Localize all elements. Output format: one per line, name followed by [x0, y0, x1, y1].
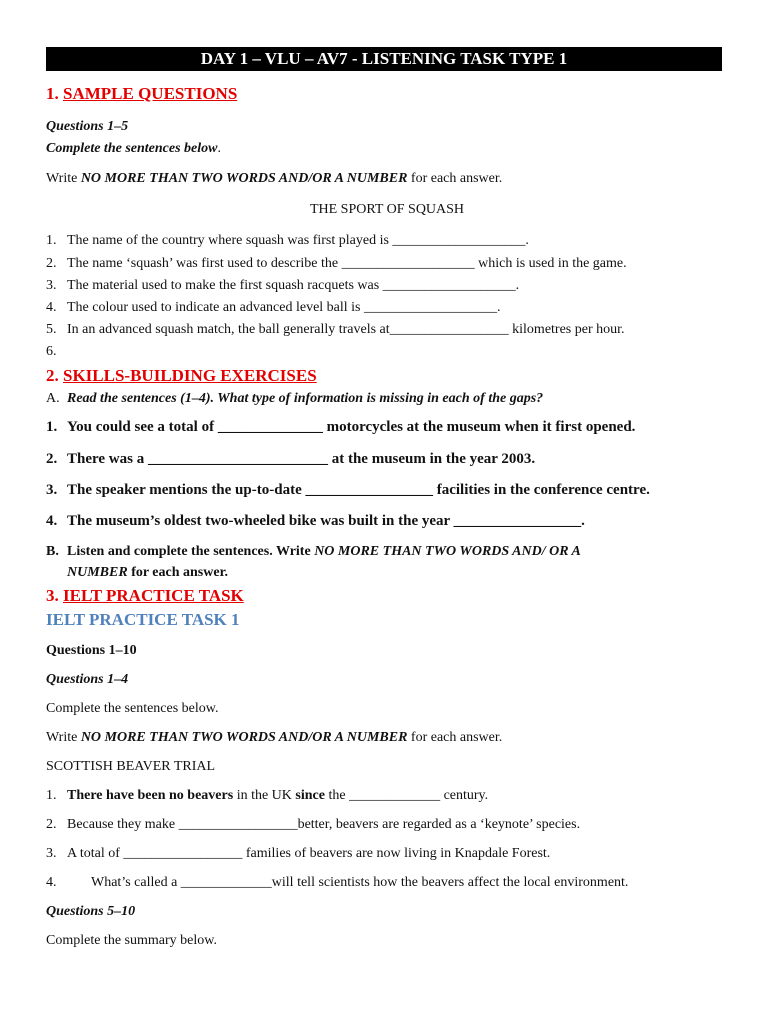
list-item: [46, 300, 728, 316]
section1-complete-dot: .: [217, 141, 221, 156]
list-item: [46, 788, 728, 804]
item-text: Because they make _________________better, beavers are regarded as a ‘keynote’ species.: [67, 817, 581, 832]
questions-range-1-4: Questions 1–4: [46, 672, 129, 687]
item-number: 3.: [46, 278, 57, 293]
write-suffix: for each answer.: [407, 171, 503, 186]
list-item: [46, 846, 728, 862]
item-text: A total of _________________ families of beavers are now living in Knapdale Forest.: [67, 846, 551, 861]
practice-task-heading: IELT PRACTICE TASK 1: [46, 610, 240, 629]
section1-questions-label: Questions 1–5: [46, 119, 129, 134]
section3-number: 3.: [46, 586, 59, 605]
section1-instruction: [46, 139, 728, 157]
item-text: You could see a total of ______________ motorcycles at the museum when it first opened.: [67, 419, 636, 435]
item-number: 1.: [46, 419, 58, 435]
section2-part-a: [46, 389, 728, 407]
item-number: 5.: [46, 322, 57, 337]
part-a-instruction: Read the sentences (1–4). What type of information is missing in each of the gaps?: [67, 391, 544, 406]
section3-subtitle: SCOTTISH BEAVER TRIAL: [46, 759, 216, 774]
item-number: 2.: [46, 256, 57, 271]
section1-write-instruction: [46, 171, 728, 187]
write-prefix: Write: [46, 171, 81, 186]
section3-write-instruction: [46, 730, 728, 746]
part-a-label: A.: [46, 391, 60, 406]
write-suffix: for each answer.: [407, 730, 503, 745]
item-number: 6.: [46, 344, 57, 359]
item-number: 4.: [46, 513, 58, 529]
part-b-text: Listen and complete the sentences. Write: [67, 544, 315, 559]
item-text: the _____________ century.: [324, 788, 489, 803]
list-item: [46, 322, 728, 338]
item-number: 2.: [46, 817, 57, 832]
page-title: DAY 1 – VLU – AV7 - LISTENING TASK TYPE 1: [46, 47, 722, 71]
list-item: [46, 256, 728, 272]
item-text: In an advanced squash match, the ball generally travels at_________________ kilometres per hour.: [67, 322, 625, 337]
summary-instruction: Complete the summary below.: [46, 933, 217, 948]
part-b-emphasis-2: NUMBER: [67, 565, 128, 580]
item-text: What’s called a _____________will tell scientists how the beavers affect the local environment.: [91, 875, 629, 890]
section2-part-b: [46, 544, 728, 560]
section2-number: 2.: [46, 366, 59, 385]
list-item: [46, 451, 728, 468]
list-item: [46, 482, 728, 499]
list-item: [46, 513, 728, 530]
item-number: 4.: [46, 875, 57, 890]
questions-range-all: Questions 1–10: [46, 643, 137, 658]
section1-number: 1.: [46, 84, 59, 103]
section2-heading: [46, 366, 728, 386]
item-text: in the UK: [233, 788, 296, 803]
section3-title: IELT PRACTICE TASK: [63, 586, 244, 605]
section1-complete-text: Complete the sentences below: [46, 141, 218, 156]
section2-part-b-cont: [46, 565, 728, 581]
item-text-bold: since: [295, 788, 325, 803]
part-b-suffix: for each answer.: [127, 565, 229, 580]
item-text: The name of the country where squash was first played is ___________________.: [67, 233, 529, 248]
list-item: [46, 817, 728, 833]
write-prefix: Write: [46, 730, 81, 745]
section1-title: SAMPLE QUESTIONS: [63, 84, 238, 103]
list-item: [46, 278, 728, 294]
item-number: 4.: [46, 300, 57, 315]
item-text-bold: There have been no beavers: [67, 788, 234, 803]
list-item: [46, 233, 728, 249]
write-emphasis: NO MORE THAN TWO WORDS AND/OR A NUMBER: [80, 171, 408, 186]
section3-heading: [46, 586, 728, 606]
item-text: The material used to make the first squash racquets was ___________________.: [67, 278, 520, 293]
list-item: [46, 419, 728, 436]
section2-title: SKILLS-BUILDING EXERCISES: [63, 366, 317, 385]
item-text: The museum’s oldest two-wheeled bike was built in the year _________________.: [67, 513, 585, 529]
write-emphasis: NO MORE THAN TWO WORDS AND/OR A NUMBER: [80, 730, 408, 745]
item-number: 1.: [46, 233, 57, 248]
section1-heading: [46, 84, 728, 104]
item-number: 2.: [46, 451, 58, 467]
section3-complete-instruction: Complete the sentences below.: [46, 701, 219, 716]
item-number: 3.: [46, 482, 58, 498]
item-number: 1.: [46, 788, 57, 803]
questions-range-5-10: Questions 5–10: [46, 904, 136, 919]
part-b-label: B.: [46, 544, 59, 559]
list-item: [46, 344, 728, 360]
item-text: There was a ________________________ at the museum in the year 2003.: [67, 451, 536, 467]
list-item: [46, 875, 728, 891]
item-text: The colour used to indicate an advanced level ball is ___________________.: [67, 300, 501, 315]
item-text: The speaker mentions the up-to-date _________________ facilities in the conference centre.: [67, 482, 650, 498]
section1-subtitle: THE SPORT OF SQUASH: [309, 202, 465, 217]
part-b-emphasis: NO MORE THAN TWO WORDS AND/ OR A: [314, 544, 581, 559]
item-text: The name ‘squash’ was first used to describe the ___________________ which is used in the game.: [67, 256, 627, 271]
item-number: 3.: [46, 846, 57, 861]
